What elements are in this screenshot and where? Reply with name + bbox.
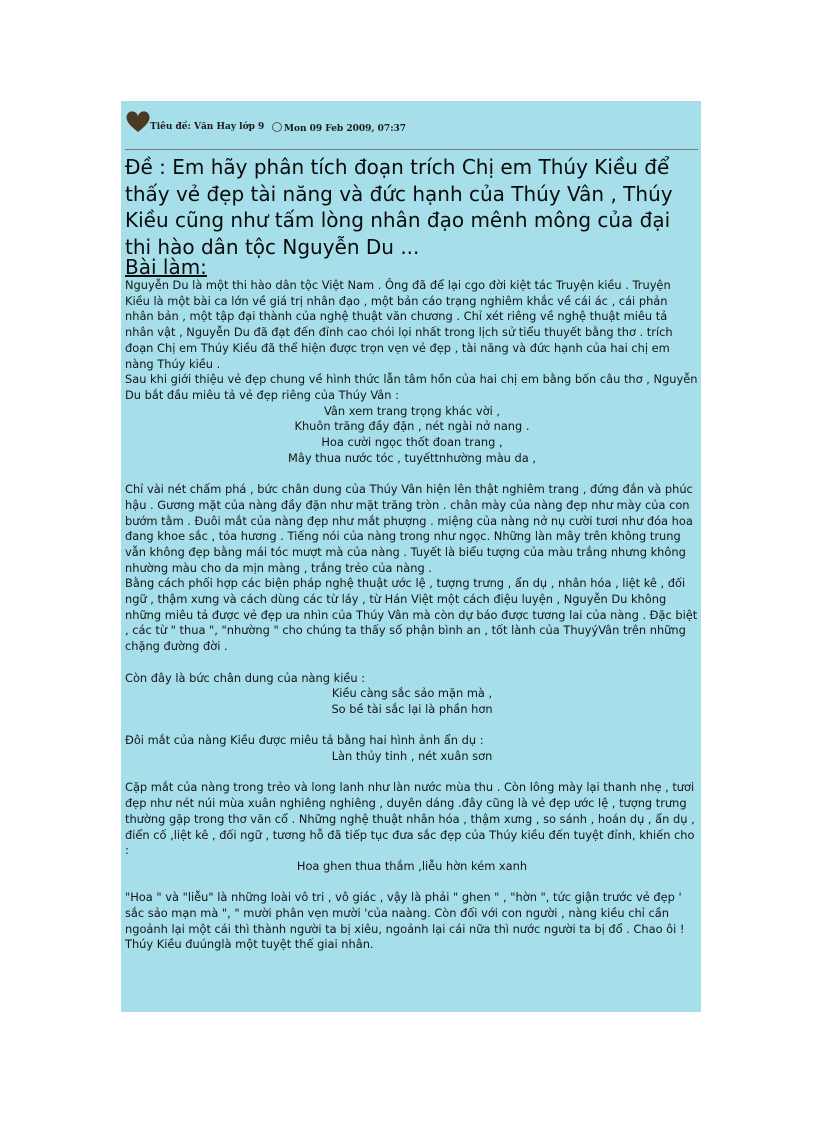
- spacer: [125, 466, 699, 482]
- paragraph: Nguyễn Du là một thi hào dân tộc Việt Nam . Ông đã để lại cgo đời kiệt tác Truyện kiều . Truyện Kiều là một bài ca lớn về giá trị nhân đạo , một bản cáo trạng nghiêm khắc về cái ác , cái phản nhân bản , một tập đại thành của nghệ thuật văn chương . Chỉ xét riêng về nghệ thuật miêu tả nhân vật , Nguyễn Du đã đạt đến đỉnh cao chói lọi nhất trong lịch sử tiểu thuyết bằng thơ . trích đoạn Chị em Thúy Kiều đã thể hiện được trọn vẹn vẻ đẹp , tài năng và đức hạnh của hai chị em nàng Thúy kiều .: [125, 278, 673, 371]
- paragraph: Sau khi giới thiệu vẻ đẹp chung về hình thức lẫn tâm hồn của hai chị em bằng bốn câu thơ , Nguyễn Du bắt đầu miêu tả vẻ đẹp riêng của Thúy Vân :: [125, 372, 698, 402]
- essay-body: [125, 278, 699, 953]
- post-header: [121, 101, 701, 145]
- spacer: [125, 718, 699, 734]
- verse-line: Vân xem trang trọng khác vời ,: [323, 403, 501, 418]
- post-date: [272, 122, 406, 134]
- paragraph: Cặp mắt của nàng trong trẻo và long lanh như làn nước mùa thu . Còn lông mày lại thanh nhẹ , tươi đẹp như nét núi mùa xuân nghiêng nghiêng , duyên dáng .đây cũng là vẻ đẹp ước lệ , tượng trưng thường gặp trong thơ văn cổ . Những nghệ thuật nhân hóa , thậm xưng , so sánh , hoán dụ , ẩn dụ , điển cố ,liệt kê , đối ngữ , tương hỗ đã tiếp tục đưa sắc đẹp của Thúy kiều đến tuyệt đỉnh, khiến cho :: [125, 780, 695, 858]
- forum-post-panel: [121, 101, 701, 1012]
- paragraph: Chỉ vài nét chấm phá , bức chân dung của Thúy Vân hiện lên thật nghiêm trang , đứng đắn và phúc hậu . Gương mặt của nàng đầy đặn như mặt trăng tròn . chân mày của nàng đẹp như mày của con bướm tằm . Đuôi mắt của nàng đẹp như mắt phượng . miệng của nàng nở nụ cười tươi như đóa hoa đang khoe sắc , tỏa hương . Tiếng nói của nàng trong như ngọc. Những làn mây trên không trung vẫn không đẹp bằng mái tóc mượt mà của nàng . Tuyết là biểu tượng của màu trắng nhưng không nhường màu cho da mịn màng , trắng trẻo của nàng .: [125, 482, 693, 575]
- spacer: [125, 765, 699, 781]
- heart-icon: [125, 108, 151, 134]
- divider: [125, 149, 698, 150]
- verse-line: Mây thua nước tóc , tuyếttnhường màu da ,: [288, 450, 536, 465]
- essay-subhead: Bài làm:: [125, 255, 207, 279]
- paragraph: Đôi mắt của nàng Kiều được miêu tả bằng hai hình ảnh ẩn dụ :: [125, 733, 484, 748]
- paragraph: "Hoa " và "liễu" là những loài vô tri , vô giác , vậy là phải " ghen " , "hờn ", tức giận trước vẻ đẹp ' sắc sảo mạn mà ", " mười phân vẹn mười 'của naàng. Còn đối với con người , nàng kiều chỉ cần ngoảnh lại một cái thì thành người ta bị xiêu, ngoảnh lại cái nữa thì nước người ta bị đổ . Chao ôi ! Thúy Kiều đuúnglà một tuyệt thế giai nhân.: [125, 890, 685, 952]
- post-topic[interactable]: Tiêu đề: Văn Hay lớp 9: [150, 122, 265, 132]
- paragraph: Còn đây là bức chân dung của nàng kiều :: [125, 670, 366, 685]
- spacer: [125, 655, 699, 671]
- verse-line: Kiều càng sắc sảo mặn mà ,: [331, 686, 493, 701]
- verse-line: Khuôn trăng đầy đặn , nét ngài nở nang .: [294, 419, 530, 434]
- verse-line: Làn thủy tinh , nét xuân sơn: [331, 749, 493, 764]
- post-date-text: Mon 09 Feb 2009, 07:37: [284, 124, 407, 134]
- essay-title: Đề : Em hãy phân tích đoạn trích Chị em Thúy Kiều để thấy vẻ đẹp tài năng và đức hạnh của Thúy Vân , Thúy Kiều cũng như tấm lòng nhân đạo mênh mông của đại thi hào dân tộc Nguyễn Du ...: [125, 155, 673, 259]
- verse-line: Hoa ghen thua thắm ,liễu hờn kém xanh: [296, 858, 528, 873]
- paragraph: Bằng cách phối hợp các biện pháp nghệ thuật ước lệ , tượng trưng , ẩn dụ , nhân hóa , liệt kê , đối ngữ , thậm xưng và cách dùng các từ láy , từ Hán Việt một cách điệu luyện , Nguyễn Du không những miêu tả được vẻ đẹp ưa nhìn của Thúy Vân mà còn dự báo được tương lai của nàng . Đặc biệt , các từ " thua ", "nhường " cho chúng ta thấy số phận bình an , tốt lành của ThuyýVân trên những chặng đường đời .: [125, 576, 698, 654]
- verse-line: So bề tài sắc lại là phần hơn: [331, 701, 493, 716]
- clock-icon: [272, 122, 282, 132]
- spacer: [125, 875, 699, 891]
- verse-line: Hoa cười ngọc thốt đoan trang ,: [321, 435, 503, 450]
